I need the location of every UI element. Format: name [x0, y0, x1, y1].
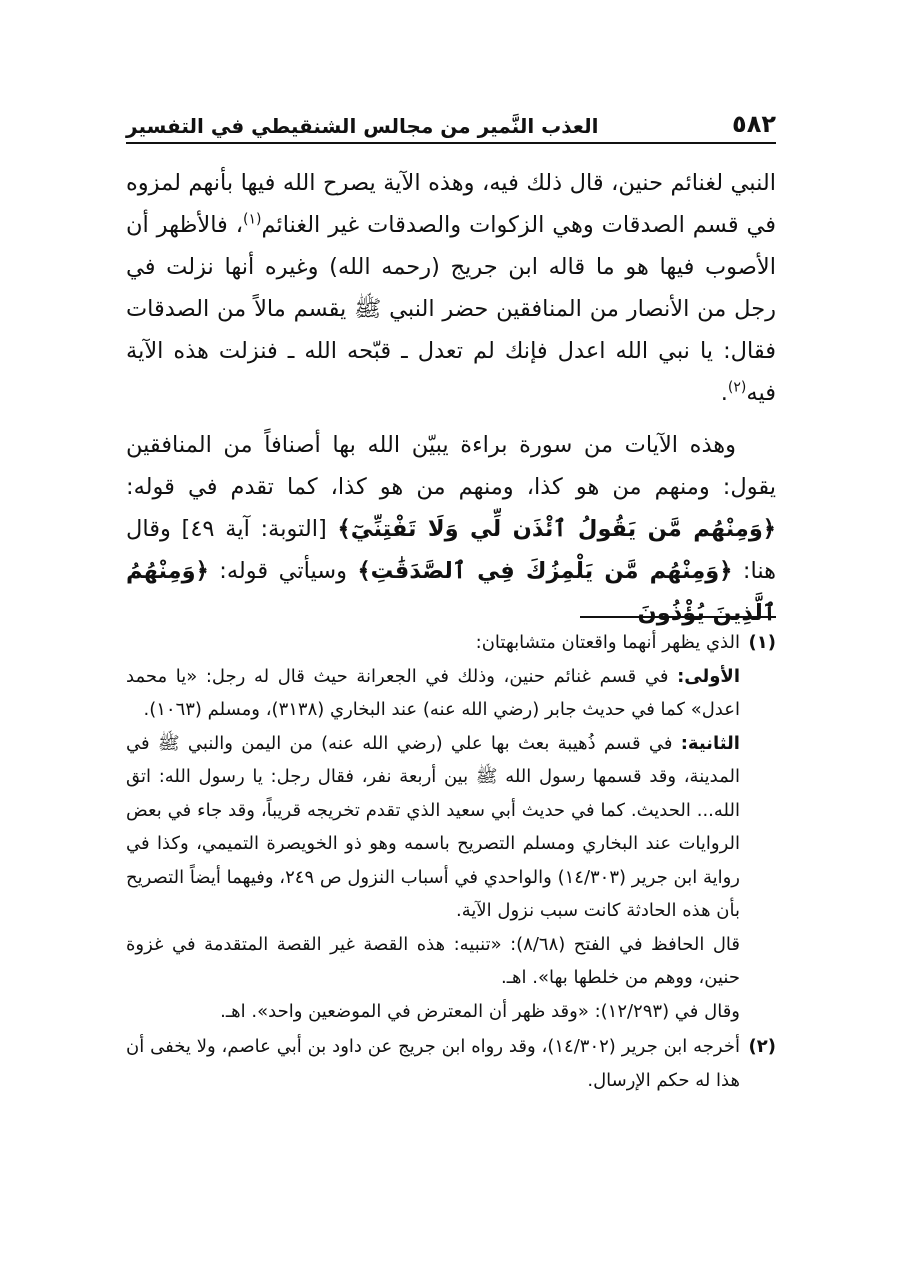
footnote-1-also: وقال في (١٢/٢٩٣): «وقد ظهر أن المعترض في الموضعين واحد». اهـ.: [220, 1000, 740, 1022]
running-title: العذب النَّمير من مجالس الشنقيطي في التفسير: [126, 114, 599, 138]
page-number: ٥٨٢: [732, 110, 776, 138]
footnote-1-intro: الذي يظهر أنهما واقعتان متشابهتان:: [475, 632, 740, 653]
footnote-1-first: [126, 660, 740, 727]
paragraph-1-text-c: .: [720, 380, 728, 406]
main-text: [126, 162, 776, 634]
quran-verse-2: ﴿وَمِنْهُم مَّن يَلْمِزُكَ فِي ٱلصَّدَقَٰتِ﴾: [357, 558, 733, 584]
footnote-1-body: [126, 626, 740, 1028]
paragraph-1: [126, 162, 776, 414]
paragraph-2-text-c: وسيأتي قوله:: [219, 558, 348, 584]
second-label: الثانية:: [680, 732, 740, 754]
footnote-1-hafiz: قال الحافظ في الفتح (٨/٦٨): «تنبيه: هذه القصة غير القصة المتقدمة في غزوة حنين، ووهم من خلطها بها». اهـ.: [126, 933, 740, 988]
footnote-ref-1: (١): [242, 211, 262, 228]
page-header: [126, 108, 776, 144]
paragraph-1-text-a: النبي لغنائم حنين، قال ذلك فيه، وهذه الآية يصرح الله فيها بأنهم لمزوه في قسم الصدقات وهي الزكوات والصدقات غير الغنائم: [126, 170, 776, 238]
paragraph-2: [126, 424, 776, 634]
footnote-2-number: (٢): [748, 1036, 776, 1057]
quran-verse-1: ﴿وَمِنْهُم مَّن يَقُولُ ٱئْذَن لِّي وَلَا تَفْتِنِّيٓ﴾: [337, 516, 776, 542]
footnote-1-number: (١): [748, 632, 776, 653]
footnote-1-second: [126, 727, 740, 928]
paragraph-1-text-b: ، فالأظهر أن الأصوب فيها هو ما قاله ابن جريج (رحمه الله) وغيره أنها نزلت في رجل من الأنصار من المنافقين حضر النبي ﷺ يقسم مالاً من الصدقات فقال: يا نبي الله اعدل فإنك لم تعدل ـ قبّحه الله ـ فنزلت هذه الآية فيه: [126, 212, 776, 406]
paragraph-2-text-b: [التوبة: آية ٤٩] وقال هنا:: [126, 516, 777, 584]
paragraph-2-text-a: وهذه الآيات من سورة براءة يبيّن الله بها أصنافاً من المنافقين يقول: ومنهم من هو كذا، ومنهم من هو كذا، كما تقدم في قوله:: [126, 432, 776, 500]
second-text: في قسم ذُهيبة بعث بها علي (رضي الله عنه) من اليمن والنبي ﷺ في المدينة، وقد قسمها رسول الله ﷺ بين أربعة نفر، فقال رجل: يا رسول الله: اتق الله... الحديث. كما في حديث أبي سعيد الذي تقدم تخريجه قريباً، وقد جاء في بعض الروايات عند البخاري ومسلم التصريح باسمه وهو ذو الخويصرة التميمي، وكذا في رواية ابن جرير (١٤/٣٠٣) والواحدي في أسباب النزول ص ٢٤٩، وفيهما أيضاً التصريح بأن هذه الحادثة كانت سبب نزول الآية.: [126, 732, 740, 921]
first-label: الأولى:: [677, 665, 740, 687]
footnote-ref-2: (٢): [727, 379, 747, 396]
footnote-2: [126, 1030, 776, 1097]
footnote-2-text: أخرجه ابن جرير (١٤/٣٠٢)، وقد رواه ابن جريج عن داود بن أبي عاصم، ولا يخفى أن هذا له حكم الإرسال.: [126, 1036, 740, 1091]
footnote-1: [126, 626, 776, 1028]
footnotes: [126, 626, 776, 1097]
first-text: في قسم غنائم حنين، وذلك في الجعرانة حيث قال له رجل: «يا محمد اعدل» كما في حديث جابر (رضي الله عنه) عند البخاري (٣١٣٨)، ومسلم (١٠٦٣).: [126, 665, 740, 720]
footnote-2-body: [126, 1030, 740, 1097]
quran-verse-3: ﴿وَمِنْهُمُ ٱلَّذِينَ يُؤْذُونَ: [126, 558, 776, 626]
footnote-divider: [580, 616, 776, 618]
